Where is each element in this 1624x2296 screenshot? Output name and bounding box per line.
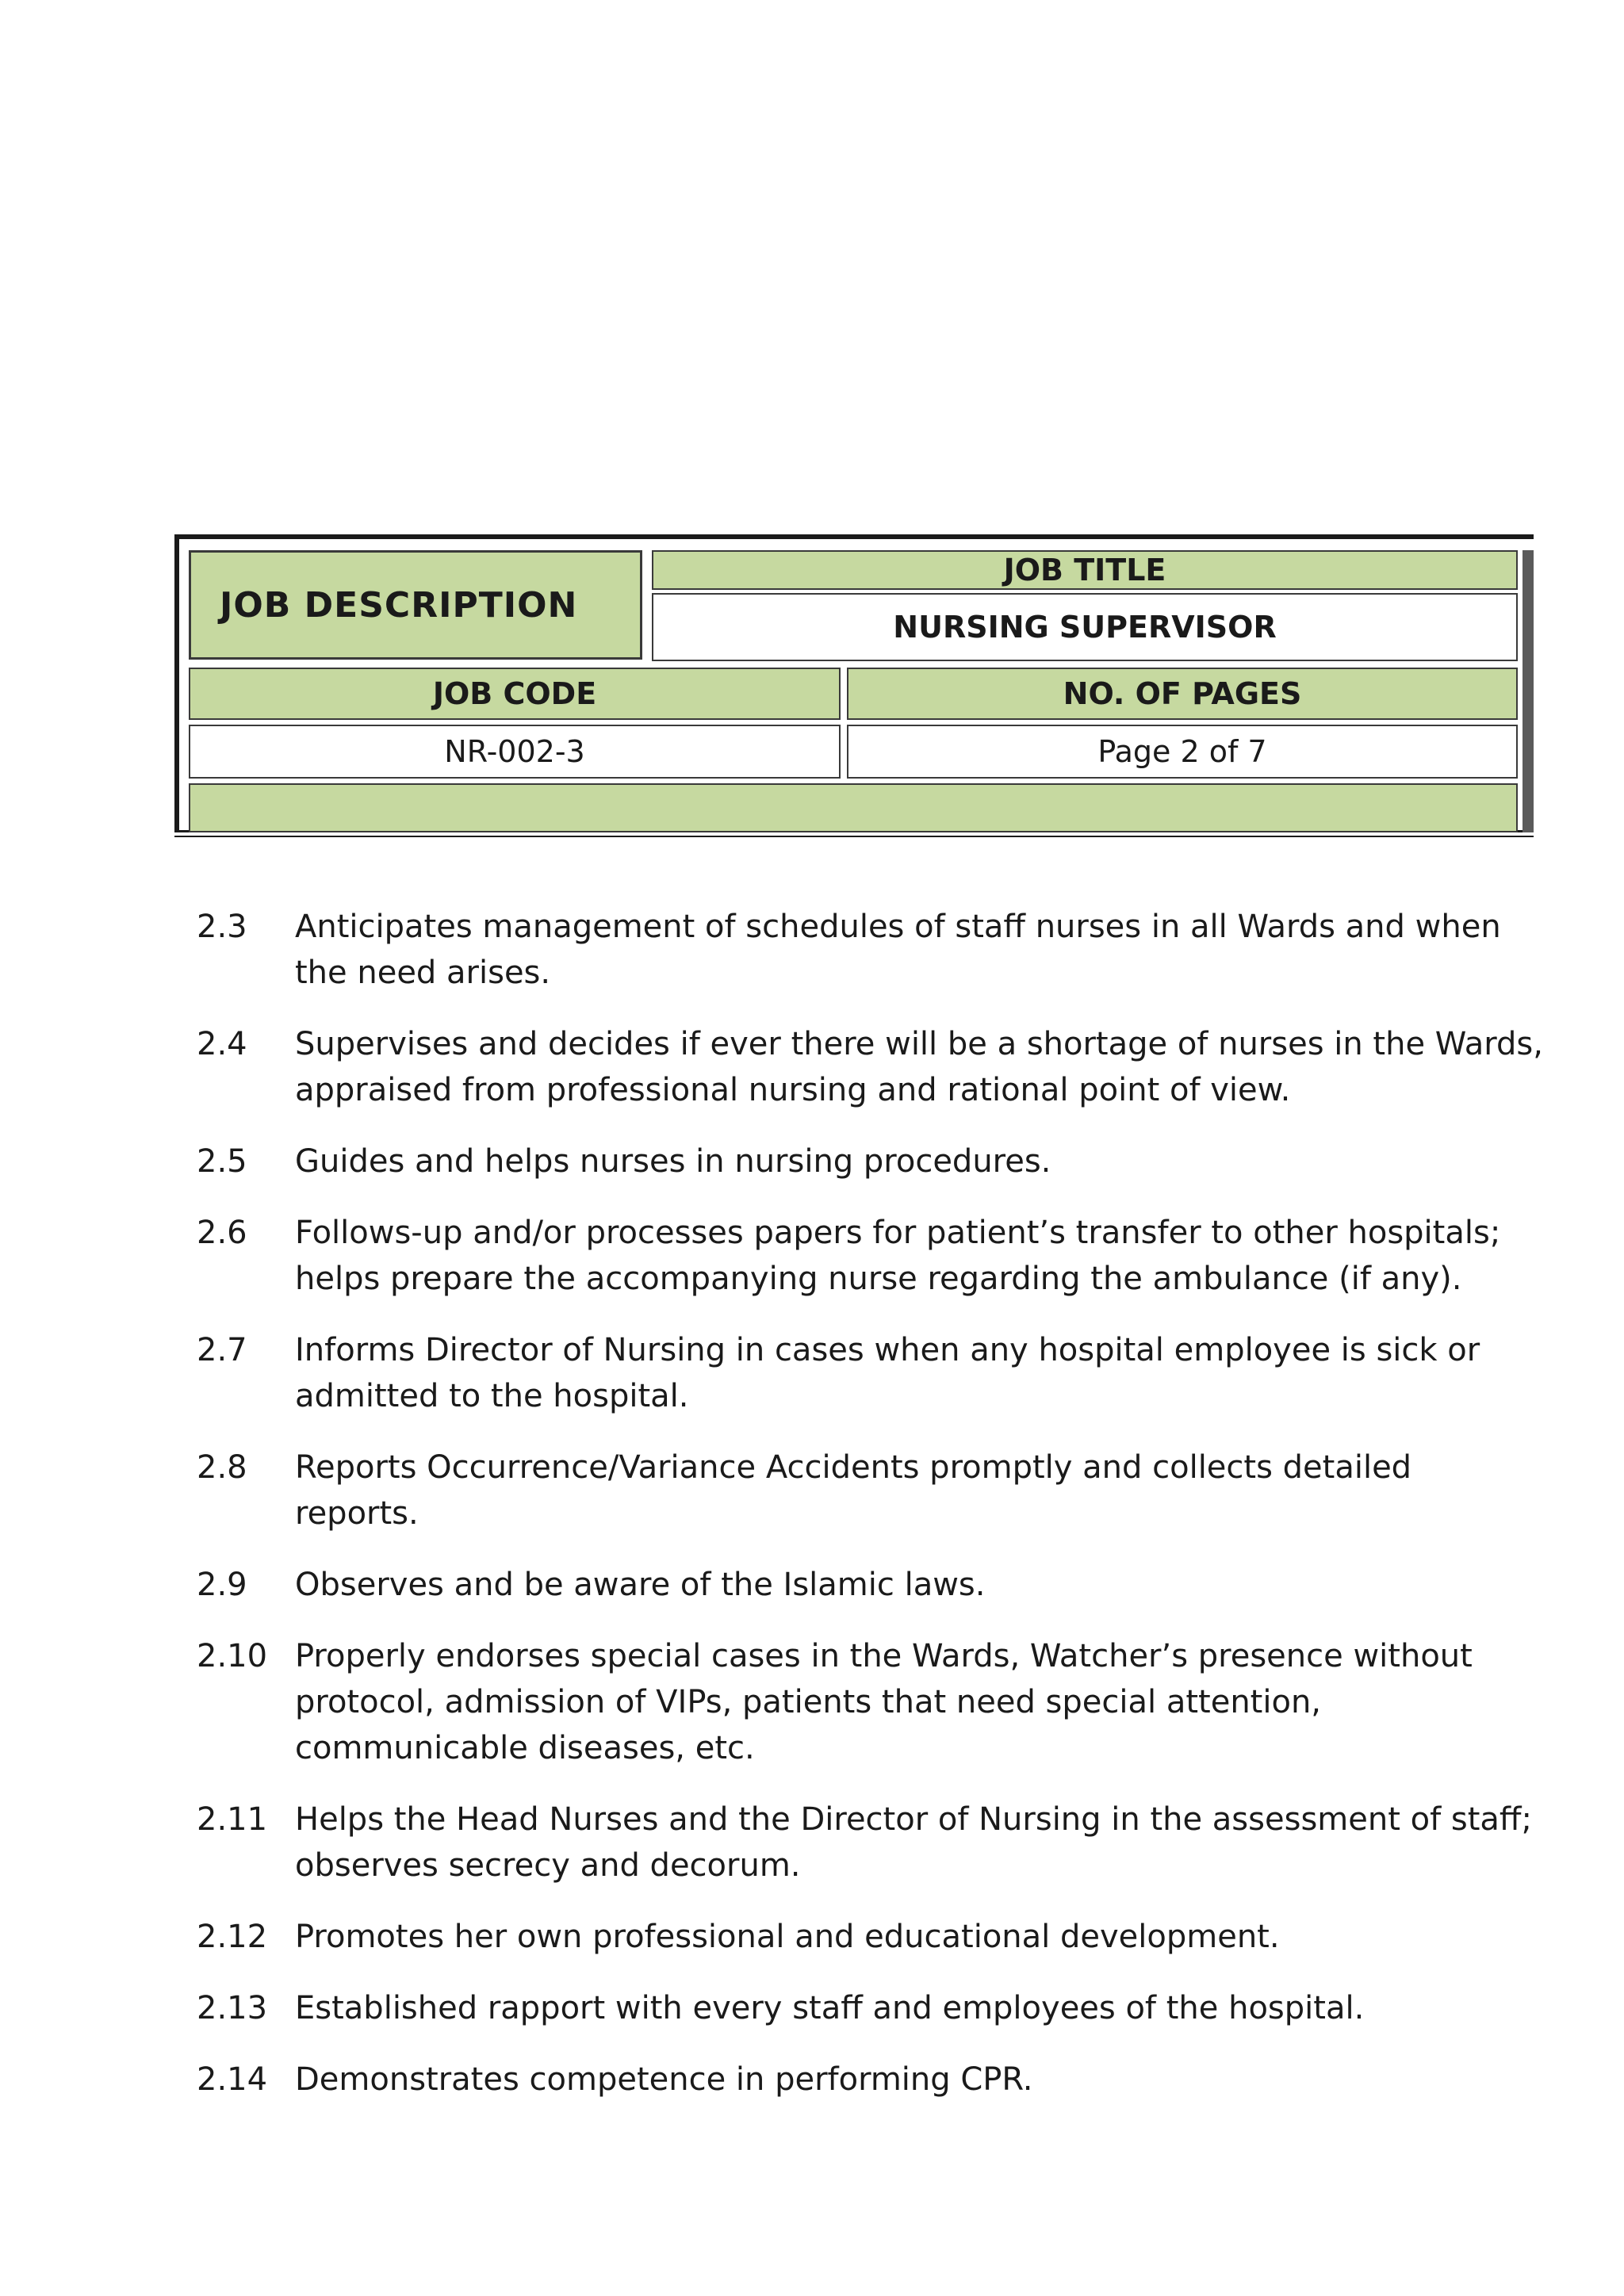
list-item bbox=[197, 1021, 1545, 1113]
list-item bbox=[197, 1138, 1545, 1184]
list-item bbox=[197, 1445, 1545, 1536]
item-text: Anticipates management of schedules of staff nurses in all Wards and when the need arises. bbox=[295, 909, 1501, 991]
list-item bbox=[197, 1797, 1545, 1888]
duties-list bbox=[197, 904, 1545, 2128]
job-description-heading: JOB DESCRIPTION bbox=[189, 550, 642, 660]
item-text: Established rapport with every staff and employees of the hospital. bbox=[295, 1990, 1365, 2026]
table-shadow-border bbox=[1522, 550, 1534, 832]
item-text: Informs Director of Nursing in cases when any hospital employee is sick or admitted to the hospital. bbox=[295, 1332, 1480, 1414]
job-code-label: JOB CODE bbox=[189, 668, 841, 720]
job-code-value: NR-002-3 bbox=[189, 725, 841, 779]
item-number: 2.9 bbox=[197, 1567, 247, 1603]
list-item bbox=[197, 1985, 1545, 2031]
item-number: 2.4 bbox=[197, 1026, 247, 1062]
item-number: 2.3 bbox=[197, 909, 247, 945]
item-number: 2.8 bbox=[197, 1449, 247, 1486]
item-text: Helps the Head Nurses and the Director of Nursing in the assessment of staff; observes secrecy and decorum. bbox=[295, 1801, 1532, 1884]
item-number: 2.7 bbox=[197, 1332, 247, 1368]
list-item bbox=[197, 1327, 1545, 1419]
item-number: 2.13 bbox=[197, 1990, 268, 2026]
list-item bbox=[197, 1210, 1545, 1302]
list-item bbox=[197, 2057, 1545, 2103]
item-text: Properly endorses special cases in the Wards, Watcher’s presence without protocol, admission of VIPs, patients that need special attention, communicable diseases, etc. bbox=[295, 1638, 1473, 1766]
item-number: 2.11 bbox=[197, 1801, 268, 1838]
item-number: 2.10 bbox=[197, 1638, 268, 1674]
item-text: Observes and be aware of the Islamic laws. bbox=[295, 1567, 986, 1603]
list-item bbox=[197, 1562, 1545, 1608]
pages-value: Page 2 of 7 bbox=[847, 725, 1518, 779]
item-text: Guides and helps nurses in nursing procedures. bbox=[295, 1143, 1051, 1180]
item-number: 2.5 bbox=[197, 1143, 247, 1180]
pages-label: NO. OF PAGES bbox=[847, 668, 1518, 720]
item-text: Promotes her own professional and educational development. bbox=[295, 1919, 1280, 1955]
job-header-table bbox=[174, 534, 1534, 832]
list-item bbox=[197, 1633, 1545, 1771]
item-text: Reports Occurrence/Variance Accidents promptly and collects detailed reports. bbox=[295, 1449, 1412, 1532]
item-number: 2.6 bbox=[197, 1215, 247, 1251]
item-text: Follows-up and/or processes papers for patient’s transfer to other hospitals; helps prepare the accompanying nurse regarding the ambulance (if any). bbox=[295, 1215, 1501, 1297]
job-title-label: JOB TITLE bbox=[652, 550, 1518, 590]
item-text: Supervises and decides if ever there will be a shortage of nurses in the Wards, appraised from professional nursing and rational point of view. bbox=[295, 1026, 1543, 1108]
item-number: 2.12 bbox=[197, 1919, 268, 1955]
job-title-value: NURSING SUPERVISOR bbox=[652, 593, 1518, 661]
list-item bbox=[197, 1914, 1545, 1960]
item-number: 2.14 bbox=[197, 2061, 268, 2098]
list-item bbox=[197, 904, 1545, 996]
header-blank-row bbox=[189, 783, 1518, 832]
item-text: Demonstrates competence in performing CPR. bbox=[295, 2061, 1033, 2098]
